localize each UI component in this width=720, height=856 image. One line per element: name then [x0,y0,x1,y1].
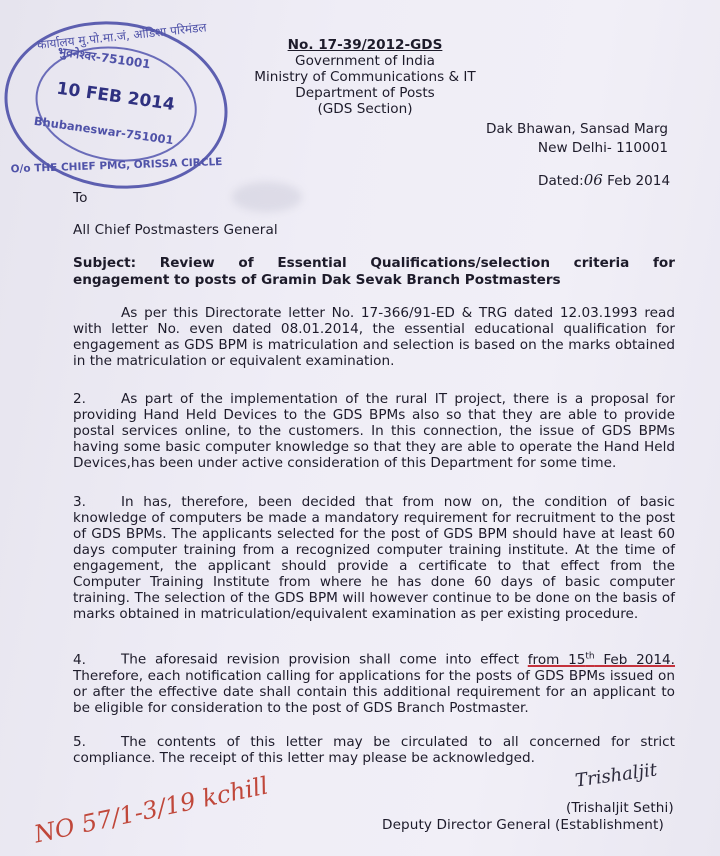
stamp-city-hindi: भुवनेश्वर-751001 [56,44,152,72]
header-government: Government of India [295,53,435,69]
to-label: To [73,190,88,206]
sender-address [486,120,668,158]
subject-word: Qualifications/selection [370,255,551,271]
subject-block [73,255,675,289]
stamp-top-text: कार्यालय मु.पो.मा.जं, ओडिशा परिमंडल [36,20,208,52]
subject-line-1 [73,255,675,272]
recipient: All Chief Postmasters General [73,222,278,238]
signatory-designation: Deputy Director General (Establishment) [382,817,664,833]
paragraph-2-text: As part of the implementation of the rural IT project, there is a proposal for providing Hand Held Devices to the GDS BPMs also so that they are able to provide postal services online, to the customers. In this connection, the issue of GDS BPMs having some basic computer knowledge so that they are able to operate the Hand Held Devices,has been under active consideration of this Department for some time. [73,391,675,471]
date-label: Dated: [538,173,584,189]
letter-date [538,171,670,189]
header-section: (GDS Section) [317,101,413,117]
signatory-name: (Trishaljit Sethi) [566,800,674,816]
paragraph-4-text-a: The aforesaid revision provision shall come into effect [121,651,520,668]
subject-word: Subject: [73,255,137,271]
paragraph-5-number: 5. [73,734,86,750]
letter-header [240,37,490,117]
stamp-date: 10 FEB 2014 [55,78,176,116]
address-line-1: Dak Bhawan, Sansad Marg [486,121,668,137]
handwritten-annotation: NO 57/1-3/19 kchill [31,771,271,849]
date-day-handwritten: 06 [583,171,603,189]
date-month-year: Feb 2014 [607,173,671,189]
effective-date-pre: from 15 [527,651,586,668]
subject-word: Review [159,255,215,271]
subject-word: Essential [277,255,347,271]
paragraph-3-text: In has, therefore, been decided that from now on, the condition of basic knowledge of computers be made a mandatory requirement for recruitment to the post of GDS BPMs. The applicants selected for the post of GDS BPM should have at least 60 days computer training from a recognized computer training institute. At the time of engagement, the applicant should provide a certificate to that effect from the Computer Training Institute from where he has done 60 days of basic computer training. The selection of the GDS BPM will however continue to be done on the basis of marks obtained in matriculation/equivalent examination as per existing procedure. [73,494,675,622]
subject-word: of [238,255,254,271]
paragraph-4-text-b: Therefore, each notification calling for applications for the posts of GDS BPMs issued on or after the effective date shall contain this additional requirement for an applicant to be eligible for consideration to the post of GDS Branch Postmaster. [73,667,675,716]
paper-smudge [232,182,302,212]
effective-date-highlight [528,652,675,668]
subject-line-2: engagement to posts of Gramin Dak Sevak Branch Postmasters [73,272,561,288]
header-ministry: Ministry of Communications & IT [254,69,476,85]
paragraph-1 [73,305,675,369]
signature-scrawl: Trishaljit [573,759,659,792]
subject-word: criteria [573,255,630,271]
subject-word: for [653,255,675,271]
file-number: No. 17-39/2012-GDS [287,37,443,53]
paragraph-5-text: The contents of this letter may be circulated to all concerned for strict compliance. The receipt of this letter may please be acknowledged. [73,734,675,766]
paragraph-5 [73,734,675,766]
header-department: Department of Posts [295,85,435,101]
paragraph-2 [73,391,675,471]
paragraph-4 [73,648,675,716]
stamp-city-english: Bhubaneswar-751001 [33,113,175,148]
stamp-bottom-text: O/o THE CHIEF PMG, ORISSA CIRCLE [10,155,223,176]
effective-date-sup: th [585,651,595,661]
paragraph-3 [73,494,675,622]
received-stamp [0,7,238,203]
paragraph-2-number: 2. [73,391,86,407]
paragraph-3-number: 3. [73,494,86,510]
paragraph-1-text: As per this Directorate letter No. 17-366/91-ED & TRG dated 12.03.1993 read with letter No. even dated 08.01.2014, the essential educational qualification for engagement as GDS BPM is matriculation and selection is based on the marks obtained in the matriculation or equivalent examination. [73,305,675,369]
effective-date-post: Feb 2014. [594,651,675,668]
paragraph-4-number: 4. [73,651,86,668]
address-line-2: New Delhi- 110001 [537,140,668,156]
